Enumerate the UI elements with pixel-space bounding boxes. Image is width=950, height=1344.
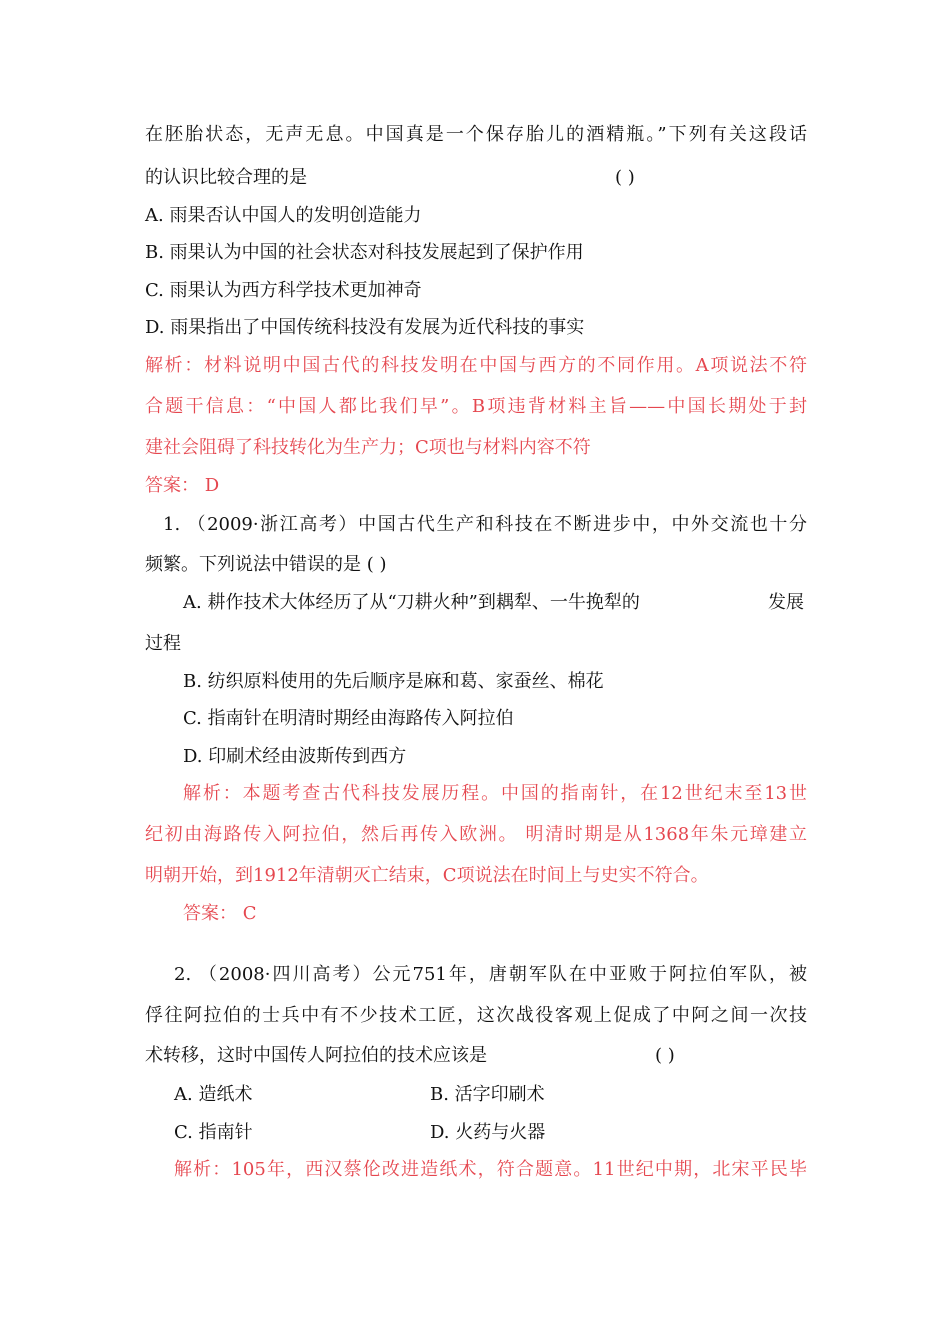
answer-line: 答案： D xyxy=(145,475,220,496)
option-d: D. 印刷术经由波斯传到西方 xyxy=(183,746,407,767)
question-1-text: 1. （2009·浙江高考）中国古代生产和科技在不断进步中，中外交流也十分 xyxy=(163,514,807,535)
option-c: C. 指南针 xyxy=(174,1122,253,1143)
question-2-text: 术转移，这时中国传人阿拉伯的技术应该是 xyxy=(145,1045,487,1066)
analysis-line: 解析：105年，西汉蔡伦改进造纸术，符合题意。11世纪中期，北宋平民毕 xyxy=(174,1159,807,1180)
option-c: C. 雨果认为西方科学技术更加神奇 xyxy=(145,280,422,301)
question-text-line: 的认识比较合理的是 xyxy=(145,167,307,188)
option-a-cont: 过程 xyxy=(145,633,181,654)
analysis-line: 解析：材料说明中国古代的科技发明在中国与西方的不同作用。A项说法不符 xyxy=(145,355,807,376)
analysis-line: 合题干信息：“中国人都比我们早”。B项违背材料主旨——中国长期处于封 xyxy=(145,396,807,417)
analysis-line: 明朝开始，到1912年清朝灭亡结束，C项说法在时间上与史实不符合。 xyxy=(145,865,709,886)
question-2-text: 2. （2008·四川高考）公元751年，唐朝军队在中亚败于阿拉伯军队，被 xyxy=(174,964,807,985)
option-b: B. 纺织原料使用的先后顺序是麻和葛、家蚕丝、棉花 xyxy=(183,671,604,692)
option-c: C. 指南针在明清时期经由海路传入阿拉伯 xyxy=(183,708,514,729)
answer-bracket: ( ) xyxy=(615,167,635,188)
question-2-text: 俘往阿拉伯的士兵中有不少技术工匠，这次战役客观上促成了中阿之间一次技 xyxy=(145,1005,807,1026)
option-d: D. 火药与火器 xyxy=(430,1122,546,1143)
option-a-tail: 发展 xyxy=(768,592,804,613)
question-text-line: 在胚胎状态，无声无息。中国真是一个保存胎儿的酒精瓶。”下列有关这段话 xyxy=(145,124,807,145)
option-a: A. 雨果否认中国人的发明创造能力 xyxy=(145,205,422,226)
option-d: D. 雨果指出了中国传统科技没有发展为近代科技的事实 xyxy=(145,317,585,338)
analysis-line: 纪初由海路传入阿拉伯，然后再传入欧洲。 明清时期是从1368年朱元璋建立 xyxy=(145,824,807,845)
option-a: A. 耕作技术大体经历了从“刀耕火种”到耦犁、一牛挽犁的 xyxy=(183,592,640,613)
question-1-text: 频繁。下列说法中错误的是 ( ) xyxy=(145,554,387,575)
answer-bracket: ( ) xyxy=(655,1045,675,1066)
analysis-line: 建社会阻碍了科技转化为生产力；C项也与材料内容不符 xyxy=(145,437,591,458)
analysis-line: 解析：本题考查古代科技发展历程。中国的指南针，在12世纪末至13世 xyxy=(183,783,807,804)
answer-line: 答案： C xyxy=(183,903,257,924)
option-b: B. 活字印刷术 xyxy=(430,1084,545,1105)
option-a: A. 造纸术 xyxy=(174,1084,253,1105)
option-b: B. 雨果认为中国的社会状态对科技发展起到了保护作用 xyxy=(145,242,584,263)
